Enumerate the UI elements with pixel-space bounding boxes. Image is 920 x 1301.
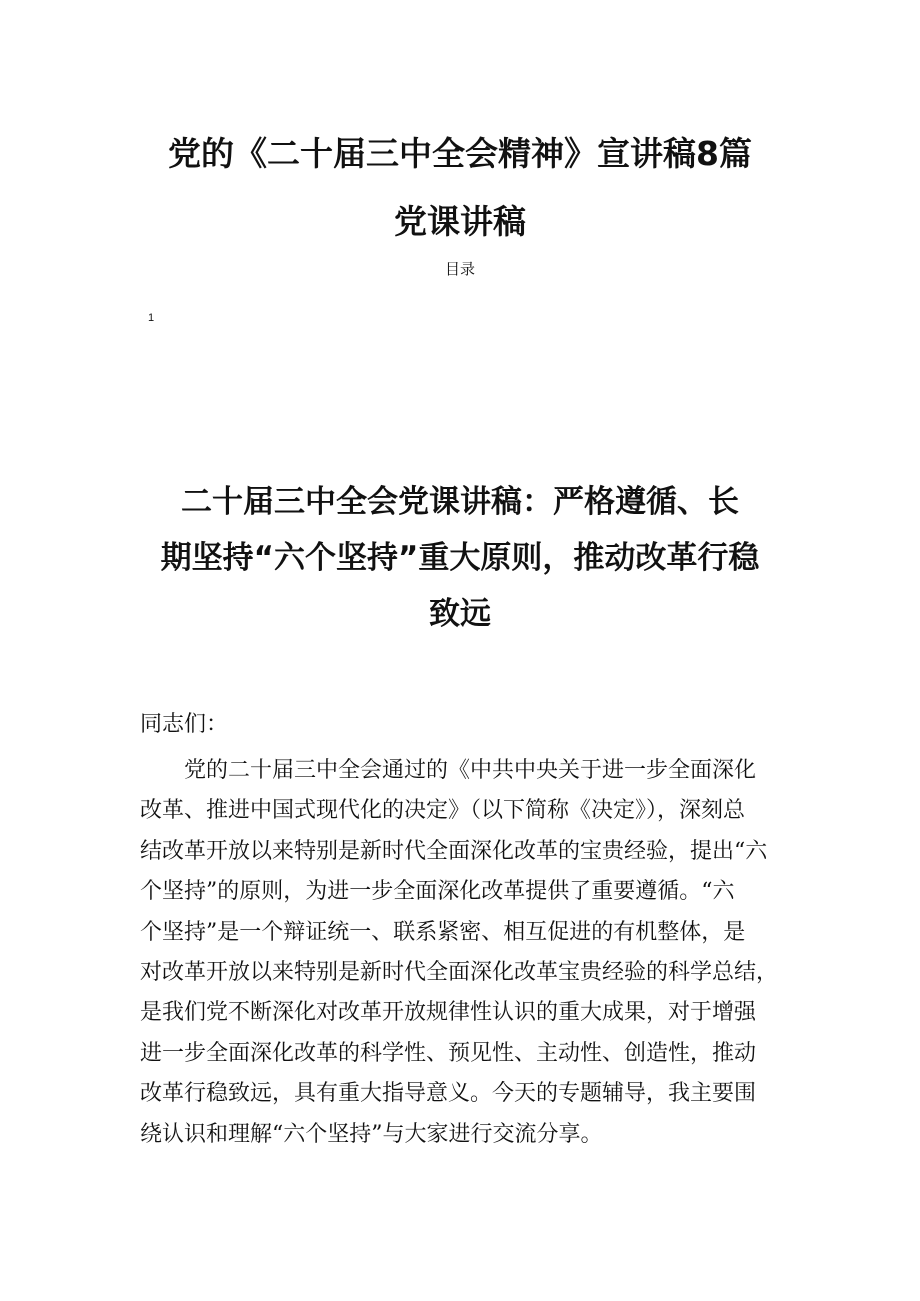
section-title-line: 致远: [429, 596, 491, 632]
paragraph-line: 个坚持”是一个辩证统一、联系紧密、相互促进的有机整体，是: [140, 919, 746, 945]
paragraph-line: 结改革开放以来特别是新时代全面深化改革的宝贵经验，提出“六: [140, 838, 768, 864]
main-title-line-2: 党课讲稿: [394, 202, 526, 241]
paragraph-line: 改革行稳致远，具有重大指导意义。今天的专题辅导，我主要围: [140, 1081, 757, 1107]
paragraph-line: 对改革开放以来特别是新时代全面深化改革宝贵经验的科学总结，: [140, 960, 779, 986]
body-paragraph: [140, 751, 790, 1155]
paragraph-line: 改革、推进中国式现代化的决定》（以下简称《决定》），深刻总: [140, 798, 746, 824]
paragraph-line: 进一步全面深化改革的科学性、预见性、主动性、创造性，推动: [140, 1040, 757, 1066]
main-title-line-1: 党的《二十届三中全会精神》宣讲稿8篇: [168, 134, 752, 173]
paragraph-line: 是我们党不断深化对改革开放规律性认识的重大成果，对于增强: [140, 1000, 757, 1026]
section-title-line: 期坚持“六个坚持”重大原则，推动改革行稳: [160, 540, 760, 576]
paragraph-line: 党的二十届三中全会通过的《中共中央关于进一步全面深化: [184, 758, 757, 783]
toc-entry-number: 1: [148, 312, 155, 324]
paragraph-line: 绕认识和理解“六个坚持”与大家进行交流分享。: [140, 1121, 603, 1147]
toc-label: 目录: [444, 260, 475, 278]
section-title-line: 二十届三中全会党课讲稿：严格遵循、长: [181, 484, 739, 520]
paragraph-line: 个坚持”的原则，为进一步全面深化改革提供了重要遵循。“六: [140, 879, 735, 905]
section-title: [130, 474, 790, 642]
salutation: 同志们：: [140, 712, 229, 737]
